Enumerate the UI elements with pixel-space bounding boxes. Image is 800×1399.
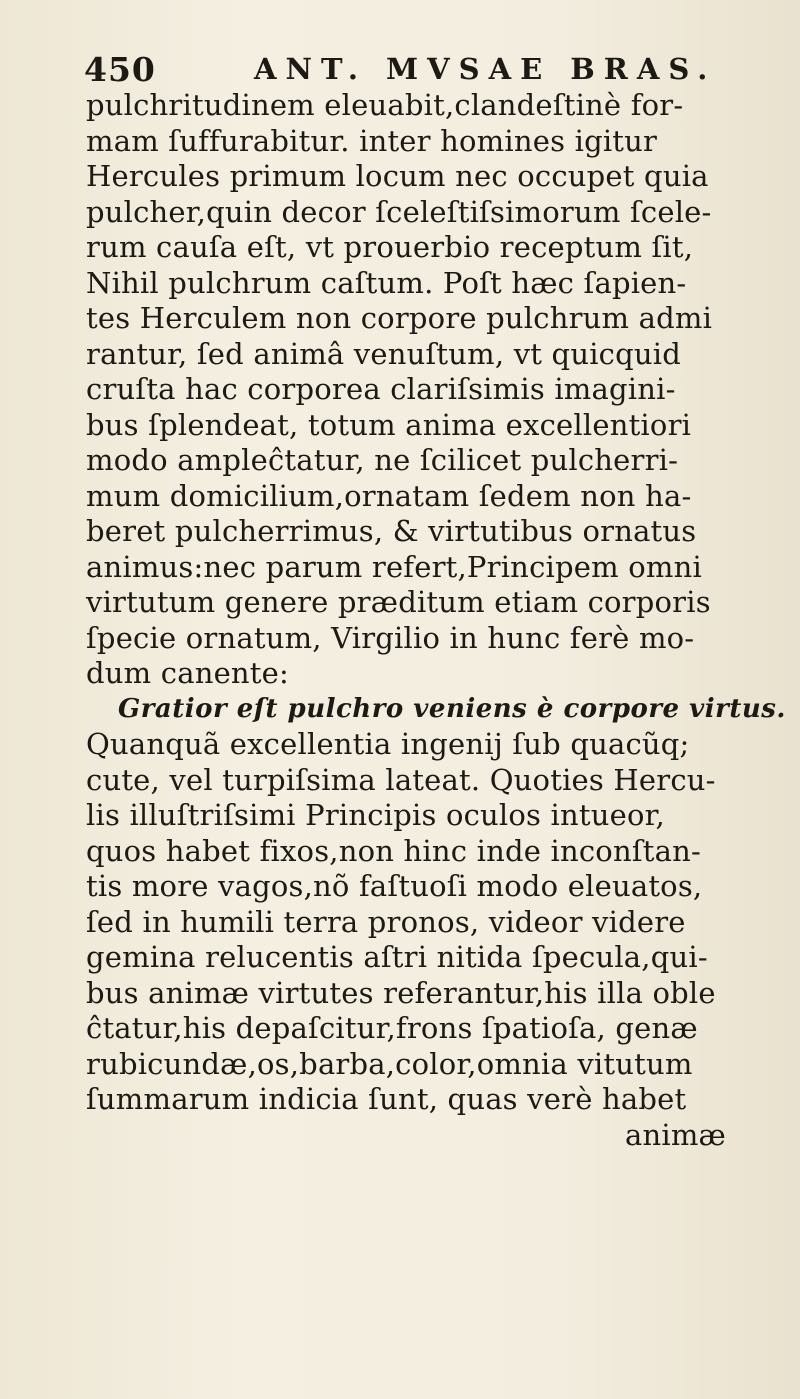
body-text xyxy=(86,88,786,1153)
text-line: cute, vel turpiſsima lateat. Quoties Hercu- xyxy=(86,762,716,797)
text-line: animus:nec parum refert,Principem omni xyxy=(86,549,702,584)
text-line: ĉtatur,his depaſcitur,frons ſpatioſa, genæ xyxy=(86,1011,698,1045)
text-line: gemina relucentis aſtri nitida ſpecula,qui- xyxy=(86,940,708,974)
text-line: rantur, ſed animâ venuſtum, vt quicquid xyxy=(86,336,681,371)
text-line: Hercules primum locum nec occupet quia xyxy=(86,159,709,193)
text-line: lis illuſtriſsimi Principis oculos intueor, xyxy=(86,798,665,832)
text-line: cruſta hac corporea clariſsimis imagini- xyxy=(86,372,676,406)
text-line: ſummarum indicia ſunt, quas verè habet xyxy=(86,1082,687,1116)
text-line: bus animæ virtutes referantur,his illa oble xyxy=(86,975,716,1010)
text-line: virtutum genere præditum etiam corporis xyxy=(86,585,711,619)
text-line: dum canente: xyxy=(86,656,289,690)
text-line: tis more vagos,nõ faſtuoſi modo eleuatos, xyxy=(86,869,703,903)
text-line: rum cauſa eſt, vt prouerbio receptum ſit, xyxy=(86,230,694,264)
text-line: mam ſuffurabitur. inter homines igitur xyxy=(86,123,658,158)
page-number: 450 xyxy=(84,50,156,89)
catchword: animæ xyxy=(625,1117,726,1152)
text-line: Nihil pulchrum caſtum. Poſt hæc ſapien- xyxy=(86,265,687,300)
text-line: tes Herculem non corpore pulchrum admi xyxy=(86,301,713,335)
text-line: pulcher,quin decor ſceleſtiſsimorum ſcele- xyxy=(86,194,712,229)
running-head: ANT. MVSAE BRAS. xyxy=(254,52,717,86)
text-line: modo ampleĉtatur, ne ſcilicet pulcherri- xyxy=(86,443,679,477)
text-line: Quanquã excellentia ingenij ſub quacũq; xyxy=(86,727,690,761)
text-line: ſed in humili terra pronos, videor videre xyxy=(86,904,686,939)
text-line: quos habet fixos,non hinc inde inconſtan- xyxy=(86,833,701,868)
text-line: mum domicilium,ornatam ſedem non ha- xyxy=(86,478,692,513)
text-line: ſpecie ornatum, Virgilio in hunc ferè mo- xyxy=(86,620,695,655)
verse-quotation: Gratior eſt pulchro veniens è corpore virtus. xyxy=(118,693,786,724)
page-header xyxy=(84,42,724,92)
text-line: bus ſplendeat, totum anima excellentiori xyxy=(86,407,692,442)
text-line: beret pulcherrimus, & virtutibus ornatus xyxy=(86,514,697,548)
text-line: pulchritudinem eleuabit,clandeſtinè for- xyxy=(86,88,684,122)
text-line: rubicundæ,os,barba,color,omnia vitutum xyxy=(86,1046,693,1081)
